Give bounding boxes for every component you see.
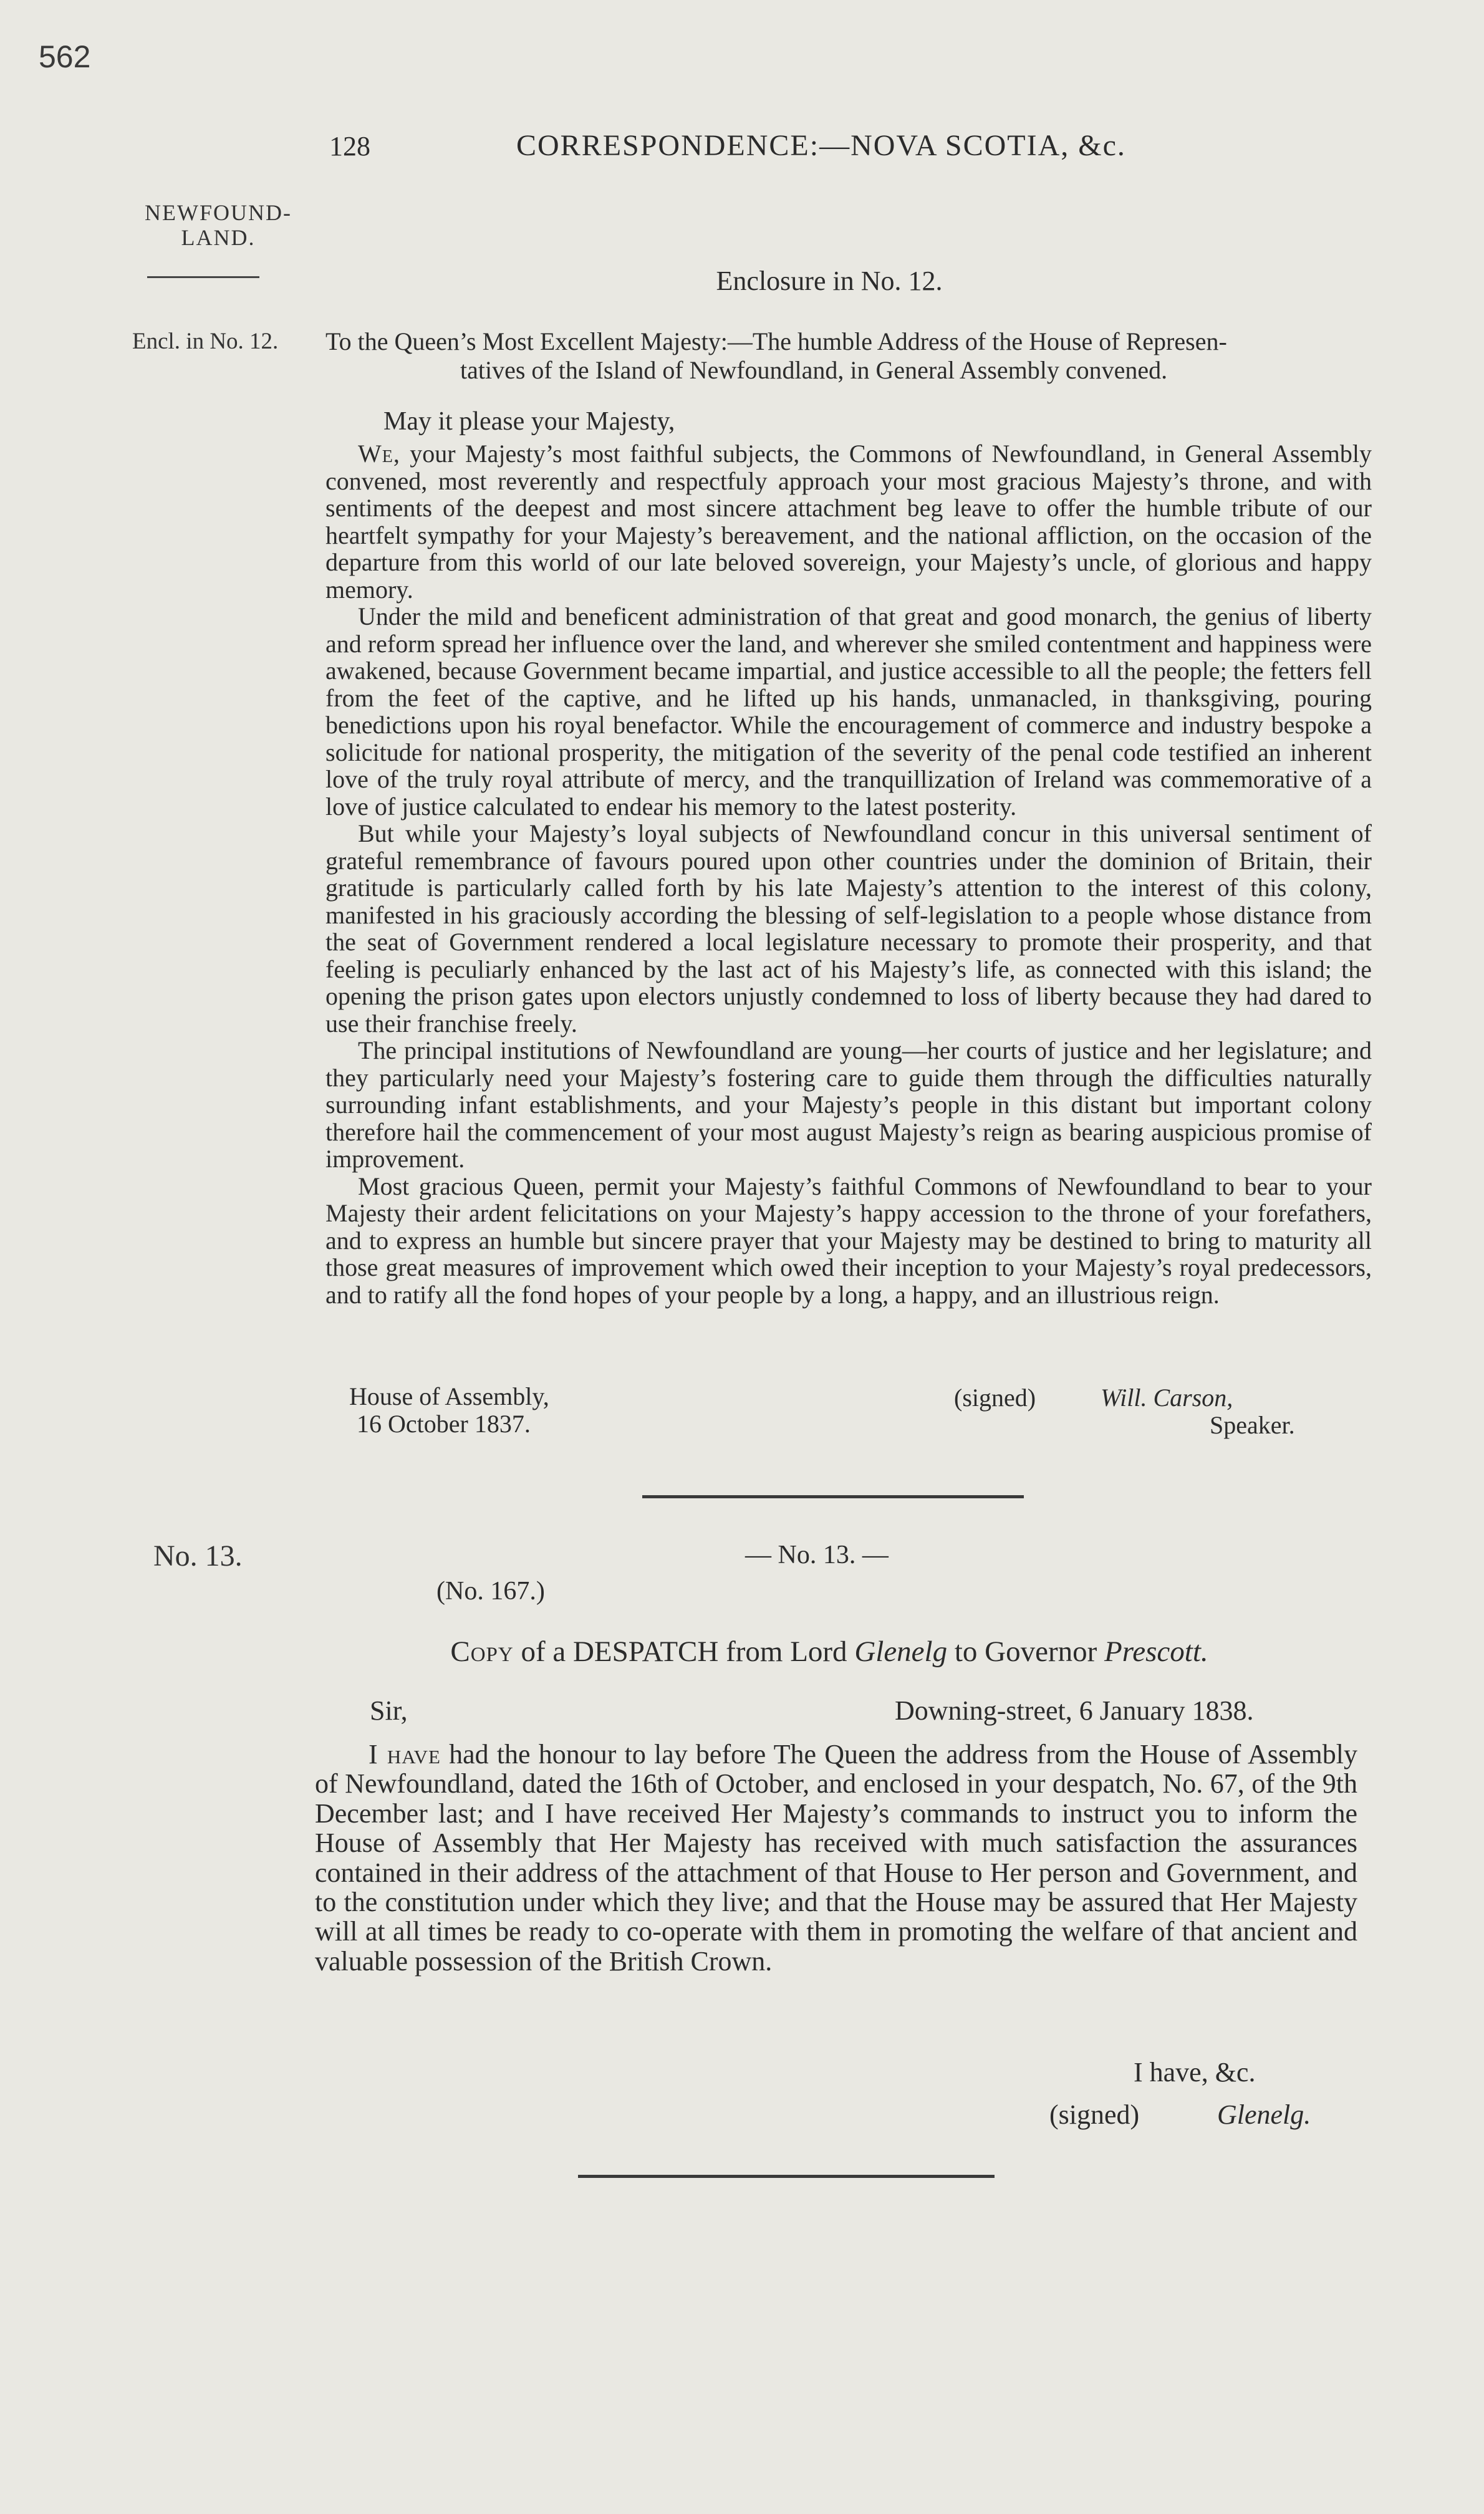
- despatch-title-of: of a DESPATCH from Lord: [513, 1635, 855, 1668]
- despatch-title-to: to Governor: [947, 1635, 1105, 1668]
- despatch-signatory: [1217, 2099, 1311, 2131]
- despatch-signatory-name: Glenelg.: [1217, 2099, 1311, 2130]
- despatch-place-date: Downing-street, 6 January 1838.: [895, 1695, 1254, 1726]
- address-signatory-title: Speaker.: [1210, 1411, 1295, 1439]
- section-divider-rule: [642, 1495, 1024, 1498]
- despatch-signed: (signed): [1049, 2099, 1140, 2130]
- header-page-number: 128: [329, 131, 370, 161]
- address-signatory: [1101, 1383, 1233, 1412]
- address-paragraph-4: The principal institutions of Newfoundland are young—her courts of justice and her legislature; and they particularly need your Majesty’s fostering care to guide them through the difficulties naturally surrounding infant establishments, and your Majesty’s people in this distant but important colony therefore hail the commencement of your most august Majesty’s reign as bearing auspicious promise of improvement.: [325, 1036, 1372, 1173]
- address-paragraph-1: [325, 440, 1372, 603]
- margin-colony-line2: LAND.: [181, 224, 256, 250]
- address-place: House of Assembly,: [349, 1382, 549, 1410]
- paragraph-1-lead: We,: [358, 440, 400, 468]
- despatch-text: had the honour to lay before The Queen the address from the House of Assembly of Newfoundland, dated the 16th of October, and enclosed in your despatch, No. 67, of the 9th December last; and I have received Her Majesty’s commands to instruct you to inform the House of Assembly that Her Majesty has received with much satisfaction the assurances contained in their address of the attachment of that House to Her person and Government, and to the constitution under which they live; and that the House may be assured that Her Majesty will at all times be ready to co-operate with them in promoting the welfare of that ancient and valuable possession of the British Crown.: [315, 1739, 1357, 1977]
- address-title-line2: tatives of the Island of Newfoundland, in General Assembly convened.: [460, 356, 1168, 384]
- header-title: CORRESPONDENCE:—NOVA SCOTIA, &c.: [516, 129, 1126, 162]
- paragraph-1-text: your Majesty’s most faithful subjects, the Commons of Newfoundland, in General Assembly convened, most reverently and respectfuly approach your most gracious Majesty’s throne, and with sentiments of the deepest and most sincere attachment beg leave to offer the humble tribute of our heartfelt sympathy for your Majesty’s bereavement, and the national affliction, on the occasion of the departure from this world of our late beloved sovereign, your Majesty’s uncle, of glorious and happy memory.: [325, 440, 1372, 604]
- despatch-ref: (No. 167.): [436, 1577, 545, 1606]
- margin-colony: [134, 201, 302, 250]
- margin-encl-note: Encl. in No. 12.: [132, 329, 279, 354]
- despatch-lead: I have: [369, 1739, 441, 1770]
- address-paragraph-5: Most gracious Queen, permit your Majesty’s faithful Commons of Newfoundland to bear to your Majesty their ardent felicitations on your Majesty’s happy accession to the throne of your forefathers, and to express an humble but sincere prayer that your Majesty may be destined to bring to maturity all those great measures of improvement which owed their inception to your Majesty’s royal predecessors, and to ratify all the fond hopes of your people by a long, a happy, and an illustrious reign.: [325, 1172, 1372, 1309]
- no13-heading: — No. 13. —: [745, 1541, 889, 1569]
- enclosure-heading: Enclosure in No. 12.: [716, 266, 943, 296]
- address-paragraph-3: But while your Majesty’s loyal subjects of Newfoundland concur in this universal sentiment of grateful remembrance of favours poured upon other countries under the dominion of Britain, their gratitude is particularly called forth by his late Majesty’s attention to the interest of this colony, manifested in his graciously according the blessing of self-legislation to a people whose distance from the seat of Government rendered a local legislature necessary to promote their prosperity, and that feeling is peculiarly enhanced by the last act of his Majesty’s life, as connected with this island; the opening the prison gates upon electors unjustly condemned to loss of liberty because they had dared to use their franchise freely.: [325, 819, 1372, 1038]
- despatch-title: [0, 1635, 1484, 1669]
- address-title-line1: To the Queen’s Most Excellent Majesty:—The humble Address of the House of Represen-: [325, 327, 1227, 355]
- address-paragraph-2: Under the mild and beneficent administration of that great and good monarch, the genius of liberty and reform spread her influence over the land, and wherever she smiled contentment and happiness were awakened, because Government became impartial, and justice accessible to all the people; the fetters fell from the feet of the captive, and he lifted up his hands, unmanacled, in thanksgiving, pouring benedictions upon his royal benefactor. While the encouragement of commerce and industry bespoke a solicitude for national prosperity, the mitigation of the severity of the penal code testified an inherent love of the truly royal attribute of mercy, and the tranquillization of Ireland was commemorative of a love of justice calculated to endear his memory to the latest posterity.: [325, 602, 1372, 821]
- despatch-salutation: Sir,: [370, 1695, 408, 1726]
- address-signed: (signed): [954, 1384, 1036, 1412]
- despatch-title-glenelg: Glenelg: [854, 1635, 948, 1668]
- despatch-title-prescott: Prescott.: [1104, 1635, 1208, 1668]
- margin-no13-note: No. 13.: [153, 1539, 243, 1572]
- archive-page-number: 562: [39, 39, 91, 74]
- despatch-closing: I have, &c.: [1134, 2057, 1256, 2088]
- despatch-title-copy: Copy: [450, 1635, 514, 1668]
- address-salutation: May it please your Majesty,: [383, 407, 675, 436]
- signatory-name: Will. Carson,: [1101, 1384, 1233, 1412]
- running-header: [329, 128, 1215, 163]
- address-date: 16 October 1837.: [357, 1410, 531, 1438]
- address-body: [325, 440, 1372, 1308]
- margin-colony-line1: NEWFOUND-: [145, 200, 292, 225]
- end-rule: [578, 2175, 995, 2178]
- address-title: [325, 327, 1373, 385]
- despatch-paragraph: [315, 1740, 1357, 1976]
- address-place-date: [349, 1383, 549, 1438]
- despatch-body: [315, 1740, 1357, 1976]
